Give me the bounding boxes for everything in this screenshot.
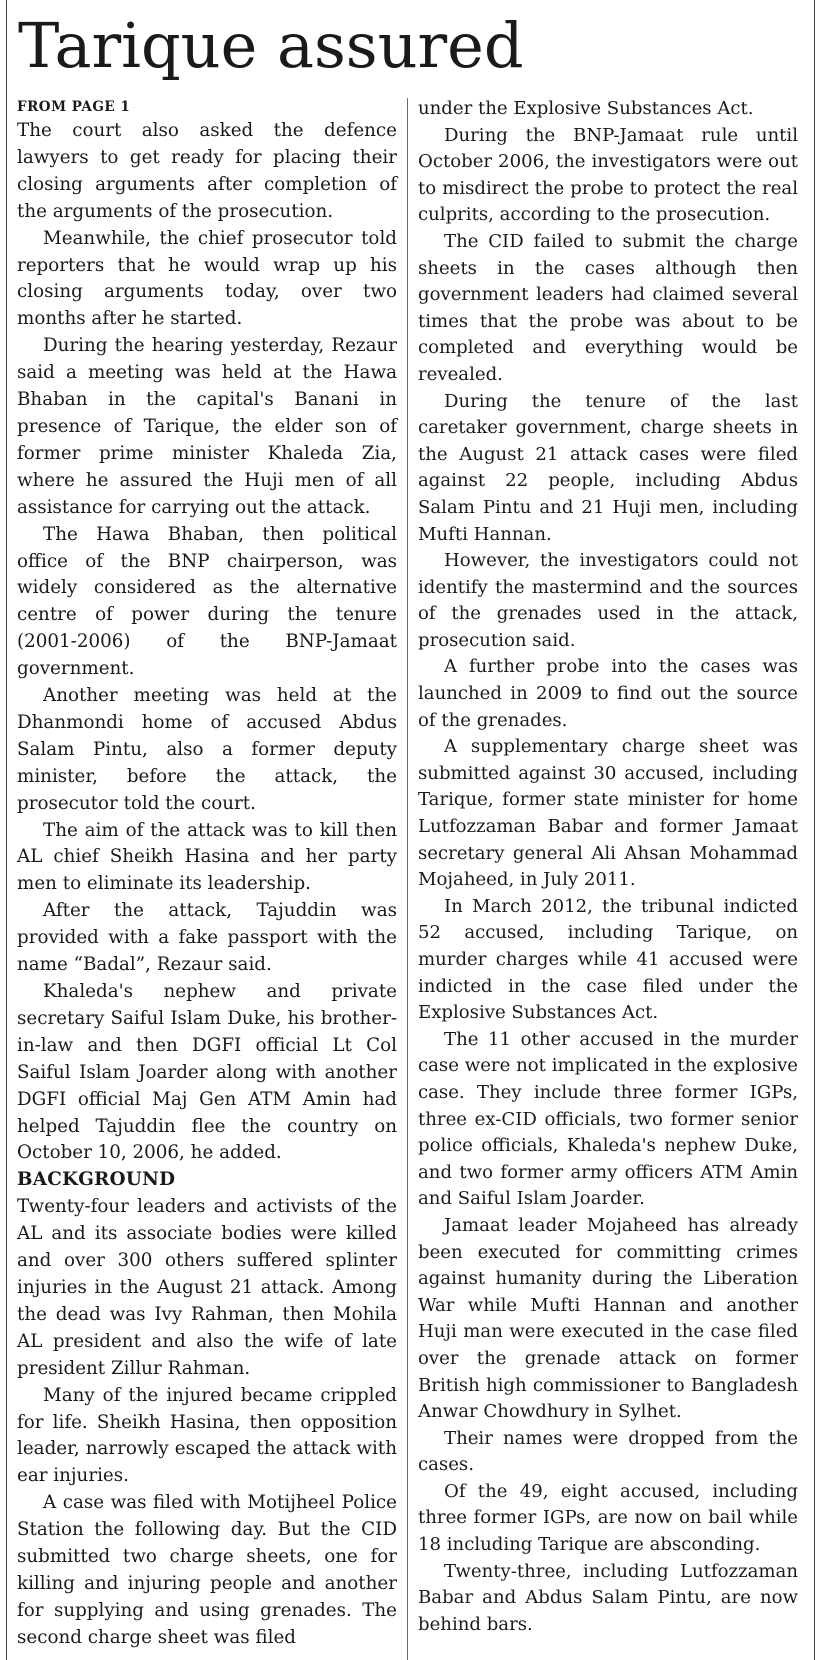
right-column-body [418, 96, 798, 1638]
column-divider [407, 98, 408, 1660]
article-paragraph: Khaleda's nephew and private secretary Saiful Islam Duke, his brother-in-law and then DGFI official Lt Col Saiful Islam Joarder along with another DGFI official Maj Gen ATM Amin had helped Tajuddin flee the country on October 10, 2006, he added. [17, 981, 397, 1164]
article-paragraph: Meanwhile, the chief prosecutor told reporters that he would wrap up his closing arguments today, over two months after he started. [17, 227, 397, 330]
article-paragraph: Twenty-four leaders and activists of the AL and its associate bodies were killed and over 300 others suffered splinter injuries in the August 21 attack. Among the dead was Ivy Rahman, then Mohila AL president and also the wife of late president Zillur Rahman. [17, 1196, 397, 1379]
article-paragraph: However, the investigators could not identify the mastermind and the sources of the grenades used in the attack, prosecution said. [418, 550, 798, 651]
right-column [418, 96, 798, 1638]
article-paragraph: Twenty-three, including Lutfozzaman Babar and Abdus Salam Pintu, are now behind bars. [418, 1560, 798, 1635]
headline: Tarique assured [18, 9, 524, 82]
article-paragraph: The court also asked the defence lawyers to get ready for placing their closing arguments after completion of the arguments of the prosecution. [17, 120, 397, 222]
article-paragraph: Jamaat leader Mojaheed has already been executed for committing crimes against humanity during the Liberation War while Mufti Hannan and another Huji man were executed in the case filed over the grenade attack on former British high commissioner to Bangladesh Anwar Chowdhury in Sylhet. [418, 1214, 798, 1423]
article-paragraph: In March 2012, the tribunal indicted 52 accused, including Tarique, on murder charges while 41 accused were indicted in the case filed under the Explosive Substances Act. [418, 895, 798, 1024]
article-paragraph: Many of the injured became crippled for life. Sheikh Hasina, then opposition leader, narrowly escaped the attack with ear injuries. [17, 1384, 397, 1487]
left-column-body [17, 118, 397, 1652]
article-paragraph: The aim of the attack was to kill then AL chief Sheikh Hasina and her party men to eliminate its leadership. [17, 819, 397, 895]
article-paragraph: During the hearing yesterday, Rezaur said a meeting was held at the Hawa Bhaban in the capital's Banani in presence of Tarique, the elder son of former prime minister Khaleda Zia, where he assured the Huji men of all assistance for carrying out the attack. [17, 335, 397, 518]
left-border-rule [6, 0, 7, 1660]
page-reference-kicker: FROM PAGE 1 [17, 99, 131, 115]
article-paragraph: A case was filed with Motijheel Police Station the following day. But the CID submitted two charge sheets, one for killing and injuring people and another for supplying and using grenades. The second charge sheet was filed [17, 1492, 397, 1648]
article-paragraph: After the attack, Tajuddin was provided with a fake passport with the name “Badal”, Rezaur said. [17, 900, 397, 976]
article-paragraph: Another meeting was held at the Dhanmondi home of accused Abdus Salam Pintu, also a former deputy minister, before the attack, the prosecutor told the court. [17, 685, 397, 814]
article-paragraph: Their names were dropped from the cases. [418, 1427, 798, 1476]
article-paragraph: Of the 49, eight accused, including three former IGPs, are now on bail while 18 including Tarique are absconding. [418, 1480, 798, 1556]
article-paragraph: During the BNP-Jamaat rule until October 2006, the investigators were out to misdirect the probe to protect the real culprits, according to the prosecution. [418, 124, 798, 226]
left-column [17, 96, 397, 1652]
right-border-rule [814, 0, 815, 1660]
article-paragraph: During the tenure of the last caretaker government, charge sheets in the August 21 attack cases were filed against 22 people, including Abdus Salam Pintu and 21 Huji men, including Mufti Hannan. [418, 390, 798, 545]
article-paragraph: The Hawa Bhaban, then political office of the BNP chairperson, was widely considered as the alternative centre of power during the tenure (2001-2006) of the BNP-Jamaat government. [17, 523, 397, 680]
article-paragraph: under the Explosive Substances Act. [418, 98, 754, 119]
article-paragraph: The CID failed to submit the charge sheets in the cases although then government leaders had claimed several times that the probe was about to be completed and everything would be revealed. [418, 230, 798, 385]
article-paragraph: A supplementary charge sheet was submitted against 30 accused, including Tarique, former state minister for home Lutfozzaman Babar and former Jamaat secretary general Ali Ahsan Mohammad Mojaheed, in July 2011. [418, 736, 798, 891]
section-subhead: BACKGROUND [17, 1169, 176, 1191]
article-paragraph: The 11 other accused in the murder case were not implicated in the explosive case. They include three former IGPs, three ex-CID officials, two former senior police officials, Khaleda's nephew Duke, and two former army officers ATM Amin and Saiful Islam Joarder. [418, 1028, 798, 1210]
article-paragraph: A further probe into the cases was launched in 2009 to find out the source of the grenades. [418, 656, 798, 731]
